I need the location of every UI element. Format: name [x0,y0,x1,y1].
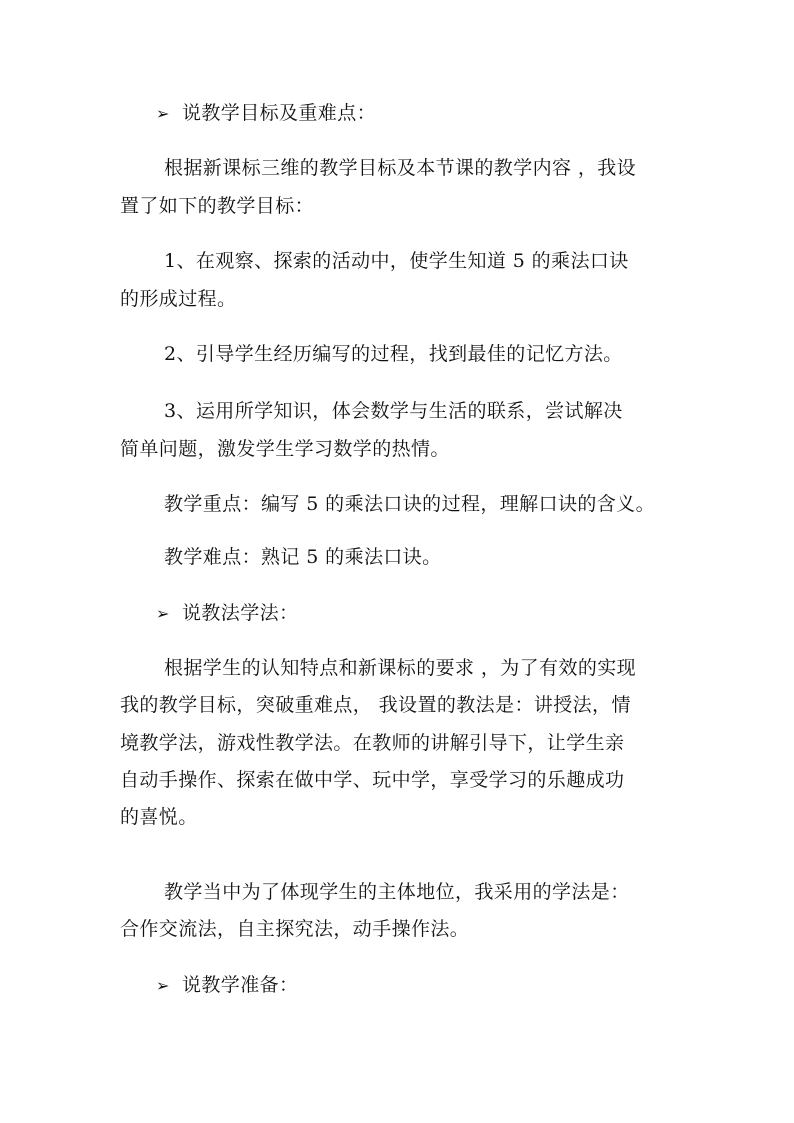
paragraph-line: 3、运用所学知识，体会数学与生活的联系，尝试解决 [164,400,623,422]
paragraph-line: 简单问题，激发学生学习数学的热情。 [120,438,450,460]
section-heading-preparation [156,973,298,998]
arrow-bullet-icon: ➢ [156,976,170,995]
paragraph-line: 境教学法，游戏性教学法。在教师的讲解引导下，让学生亲 [120,732,625,754]
paragraph-line: 合作交流法，自主探究法，动手操作法。 [120,918,470,940]
paragraph-line: 2、引导学生经历编写的过程，找到最佳的记忆方法。 [164,343,623,365]
paragraph-line: 自动手操作、探索在做中学、玩中学，享受学习的乐趣成功 [120,769,625,791]
section-heading-methods [156,601,298,626]
arrow-bullet-icon: ➢ [156,604,170,623]
paragraph-line: 教学当中为了体现学生的主体地位，我采用的学法是： [164,881,630,903]
paragraph-line: 的形成过程。 [120,288,237,310]
paragraph-line: 根据学生的认知特点和新课标的要求 ，为了有效的实现 [164,657,637,679]
paragraph-line: 我的教学目标，突破重难点， 我设置的教法是：讲授法，情 [120,694,631,716]
paragraph-line-key-point: 教学重点：编写 5 的乘法口诀的过程，理解口诀的含义。 [164,493,655,515]
paragraph-line: 根据新课标三维的教学目标及本节课的教学内容 ，我设 [164,157,637,179]
paragraph-line: 置了如下的教学目标： [120,195,315,217]
paragraph-line: 的喜悦。 [120,806,198,828]
heading-text: 说教法学法： [182,602,299,624]
heading-text: 说教学准备： [182,974,299,996]
section-heading-objectives [156,101,376,126]
paragraph-line-difficulty: 教学难点：熟记 5 的乘法口诀。 [164,546,442,568]
arrow-bullet-icon: ➢ [156,104,170,123]
heading-text: 说教学目标及重难点： [182,102,377,124]
paragraph-line: 1、在观察、探索的活动中，使学生知道 5 的乘法口诀 [164,250,629,272]
